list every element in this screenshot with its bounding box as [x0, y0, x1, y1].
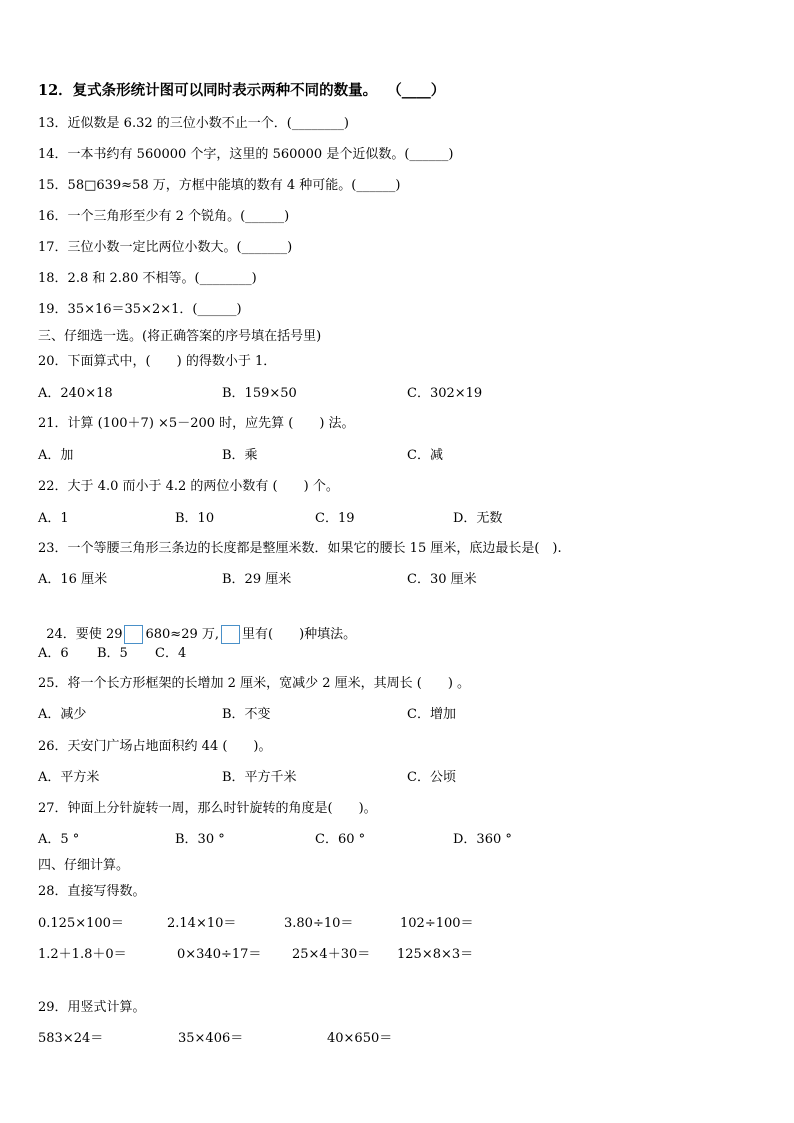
- q21-option-a: A．加: [38, 448, 74, 463]
- question-12: 12．复式条形统计图可以同时表示两种不同的数量。 （____）: [38, 82, 446, 99]
- q27-option-b: B．30 °: [175, 832, 225, 847]
- calc-item: 2.14×10＝: [167, 916, 237, 931]
- q20-option-c: C．302×19: [407, 386, 483, 401]
- question-16: 16．一个三角形至少有 2 个锐角。(______): [38, 209, 290, 224]
- calc-item: 0.125×100＝: [38, 916, 124, 931]
- q25-option-b: B．不变: [222, 707, 271, 722]
- q23-option-b: B．29 厘米: [222, 572, 292, 587]
- q26-option-c: C．公顷: [407, 770, 456, 785]
- calc-item: 102÷100＝: [400, 916, 474, 931]
- q22-option-b: B．10: [175, 511, 215, 526]
- q24-option-c: C．4: [155, 646, 187, 661]
- calc-item: 40×650＝: [327, 1031, 393, 1046]
- section-3-heading: 三、仔细选一选。(将正确答案的序号填在括号里): [38, 329, 322, 344]
- q24-text-start: 24．要使 29: [46, 627, 123, 642]
- calc-item: 583×24＝: [38, 1031, 104, 1046]
- question-19: 19．35×16＝35×2×1．(______): [38, 302, 242, 317]
- question-13: 13．近似数是 6.32 的三位小数不止一个．(________): [38, 116, 349, 131]
- q20-option-a: A．240×18: [38, 386, 113, 401]
- question-21: 21．计算 (100＋7) ×5－200 时，应先算 ( ) 法。: [38, 416, 355, 431]
- calc-item: 125×8×3＝: [397, 947, 474, 962]
- question-17: 17．三位小数一定比两位小数大。(_______): [38, 240, 293, 255]
- question-27: 27．钟面上分针旋转一周，那么时针旋转的角度是( )。: [38, 801, 377, 816]
- q22-option-c: C．19: [315, 511, 355, 526]
- question-29: 29．用竖式计算。: [38, 1000, 146, 1015]
- calc-item: 0×340÷17＝: [177, 947, 262, 962]
- q22-option-a: A．1: [38, 511, 69, 526]
- q24-text-end: 里有( )种填法。: [242, 627, 357, 642]
- q27-option-c: C．60 °: [315, 832, 366, 847]
- q26-option-b: B．平方千米: [222, 770, 297, 785]
- q24-option-a: A．6: [38, 646, 69, 661]
- q23-option-c: C．30 厘米: [407, 572, 477, 587]
- q27-option-a: A．5 °: [38, 832, 80, 847]
- q22-option-d: D．无数: [453, 511, 503, 526]
- q24-text-middle: 680≈29 万,: [145, 627, 219, 642]
- q25-option-c: C．增加: [407, 707, 456, 722]
- q20-option-b: B．159×50: [222, 386, 297, 401]
- blank-box: [221, 625, 240, 644]
- question-20: 20．下面算式中，( ) 的得数小于 1．: [38, 354, 277, 369]
- q23-option-a: A．16 厘米: [38, 572, 108, 587]
- blank-box: [124, 625, 143, 644]
- question-14: 14．一本书约有 560000 个字，这里的 560000 是个近似数。(______): [38, 147, 454, 162]
- q26-option-a: A．平方米: [38, 770, 100, 785]
- q27-option-d: D．360 °: [453, 832, 512, 847]
- question-25: 25．将一个长方形框架的长增加 2 厘米，宽减少 2 厘米，其周长 ( ) 。: [38, 676, 471, 691]
- question-22: 22．大于 4.0 而小于 4.2 的两位小数有 ( ) 个。: [38, 479, 339, 494]
- question-28: 28．直接写得数。: [38, 884, 146, 899]
- calc-item: 35×406＝: [178, 1031, 244, 1046]
- question-26: 26．天安门广场占地面积约 44 ( )。: [38, 739, 272, 754]
- question-15: 15．58□639≈58 万，方框中能填的数有 4 种可能。(______): [38, 178, 401, 193]
- calc-item: 3.80÷10＝: [284, 916, 354, 931]
- question-24: [38, 609, 356, 644]
- section-4-heading: 四、仔细计算。: [38, 858, 130, 873]
- q24-option-b: B．5: [97, 646, 128, 661]
- question-23: 23．一个等腰三角形三条边的长度都是整厘米数．如果它的腰长 15 厘米，底边最长是( ).: [38, 541, 562, 556]
- q21-option-c: C．减: [407, 448, 443, 463]
- calc-item: 1.2＋1.8＋0＝: [38, 947, 127, 962]
- calc-item: 25×4＋30＝: [292, 947, 371, 962]
- q21-option-b: B．乘: [222, 448, 258, 463]
- question-18: 18．2.8 和 2.80 不相等。(________): [38, 271, 257, 286]
- q25-option-a: A．减少: [38, 707, 87, 722]
